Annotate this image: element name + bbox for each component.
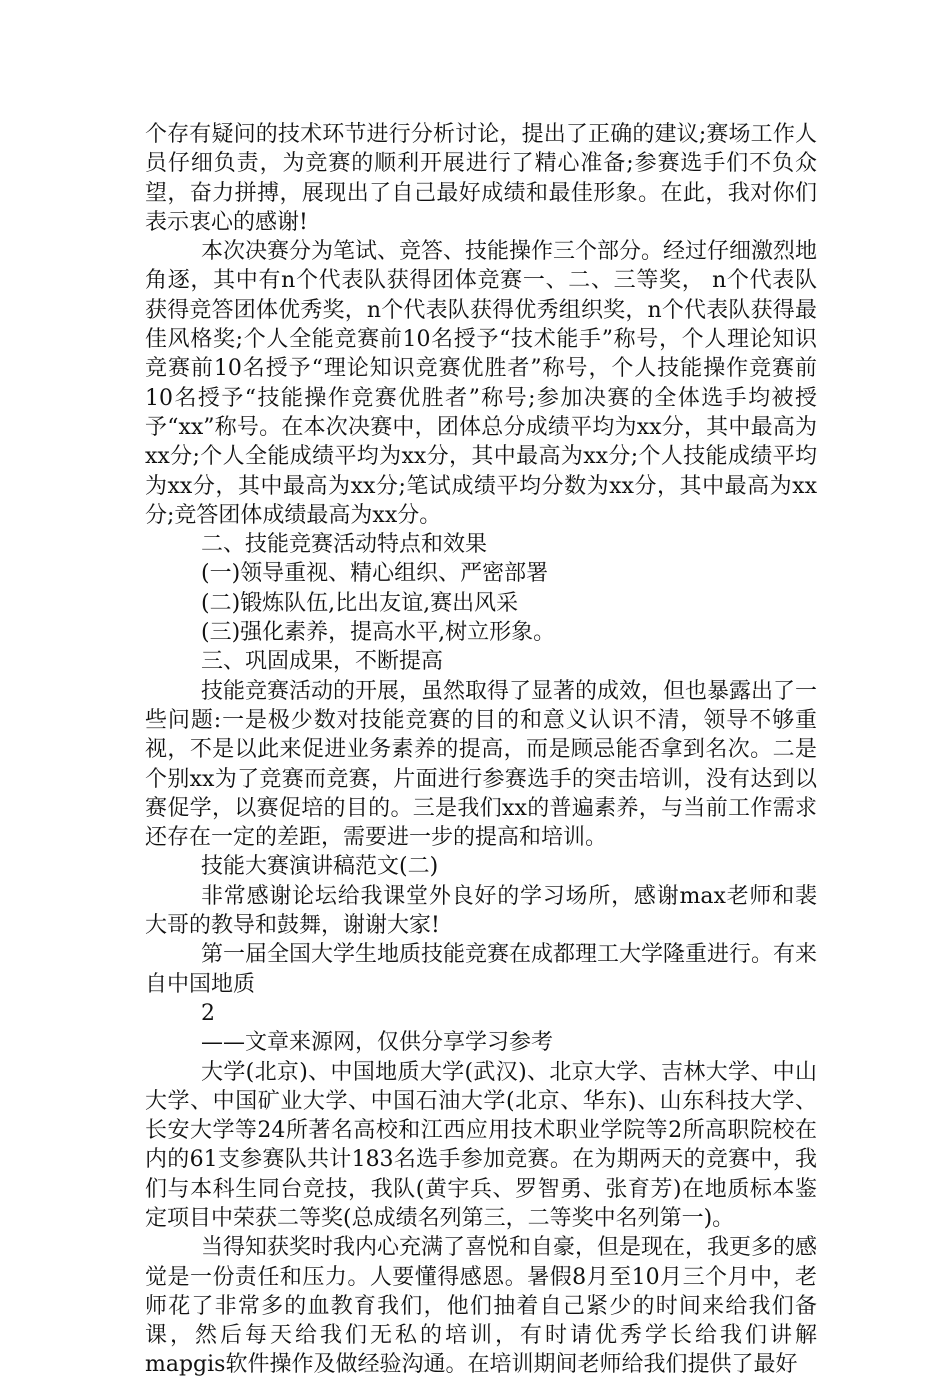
paragraph-forum-thanks: 非常感谢论坛给我课堂外良好的学习场所，感谢max老师和裴大哥的教导和鼓舞，谢谢大家! — [145, 883, 817, 939]
paragraph-competition-intro: 第一届全国大学生地质技能竞赛在成都理工大学隆重进行。有来自中国地质 — [145, 942, 818, 997]
page-number: 2 — [201, 1000, 215, 1026]
source-note: ——文章来源网，仅供分享学习参考 — [201, 1030, 554, 1056]
paragraph-final-results: 本次决赛分为笔试、竞答、技能操作三个部分。经过仔细激烈地角逐，其中有n个代表队获得团体竞赛一、二、三等奖， n个代表队获得竞答团体优秀奖，n个代表队获得优秀组织奖，n个代表队获得最佳风格奖;个人全能竞赛前10名授予“技术能手”称号，个人理论知识竞赛前10名授予“理论知识竞赛优胜者”称号，个人技能操作竞赛前10名授予“技能操作竞赛优胜者”称号;参加决赛的全体选手均被授予“xx”称号。在本次决赛中，团体总分成绩平均为xx分，其中最高为xx分;个人全能成绩平均为xx分，其中最高为xx分;个人技能成绩平均为xx分，其中最高为xx分;笔试成绩平均分数为xx分，其中最高为xx分;竞答团体成绩最高为xx分。 — [145, 239, 818, 528]
paragraph-gratitude: 当得知获奖时我内心充满了喜悦和自豪，但是现在，我更多的感觉是一份责任和压力。人要懂得感恩。暑假8月至10月三个月中，老师花了非常多的血教育我们，他们抽着自己紧少的时间来给我们备课，然后每天给我们无私的培训，有时请优秀学长给我们讲解mapgis软件操作及做经验沟通。在培训期间老师给我们提供了最好 — [145, 1235, 818, 1378]
document-body — [145, 120, 817, 1380]
paragraph-participants: 大学(北京)、中国地质大学(武汉)、北京大学、吉林大学、中山大学、中国矿业大学、中国石油大学(北京、华东)、山东科技大学、长安大学等24所著名高校和江西应用技术职业学院等2所高职院校在内的61支参赛队共计183名选手参加竞赛。在为期两天的竞赛中，我们与本科生同台竞技，我队(黄宇兵、罗智勇、张育芳)在地质标本鉴定项目中荣获二等奖(总成绩名列第三，二等奖中名列第一)。 — [145, 1059, 817, 1231]
section-heading-features: 二、技能竞赛活动特点和效果 — [201, 532, 488, 558]
list-item-team-training: (二)锻炼队伍,比出友谊,赛出风采 — [201, 590, 519, 616]
list-item-quality: (三)强化素养，提高水平,树立形象。 — [201, 620, 556, 646]
paragraph-thanks: 个存有疑问的技术环节进行分析讨论，提出了正确的建议;赛场工作人员仔细负责，为竞赛的顺利开展进行了精心准备;参赛选手们不负众望，奋力拼搏，展现出了自己最好成绩和最佳形象。在此，我对你们表示衷心的感谢! — [145, 122, 817, 235]
speech-title: 技能大赛演讲稿范文(二) — [201, 854, 439, 880]
section-heading-consolidate: 三、巩固成果，不断提高 — [201, 649, 444, 675]
list-item-leadership: (一)领导重视、精心组织、严密部署 — [201, 561, 549, 587]
paragraph-problems: 技能竞赛活动的开展，虽然取得了显著的成效，但也暴露出了一些问题:一是极少数对技能竞赛的目的和意义认识不清，领导不够重视，不是以此来促进业务素养的提高，而是顾忌能否拿到名次。二是个别xx为了竞赛而竞赛，片面进行参赛选手的突击培训，没有达到以赛促学，以赛促培的目的。三是我们xx的普遍素养，与当前工作需求还存在一定的差距，需要进一步的提高和培训。 — [145, 678, 818, 851]
